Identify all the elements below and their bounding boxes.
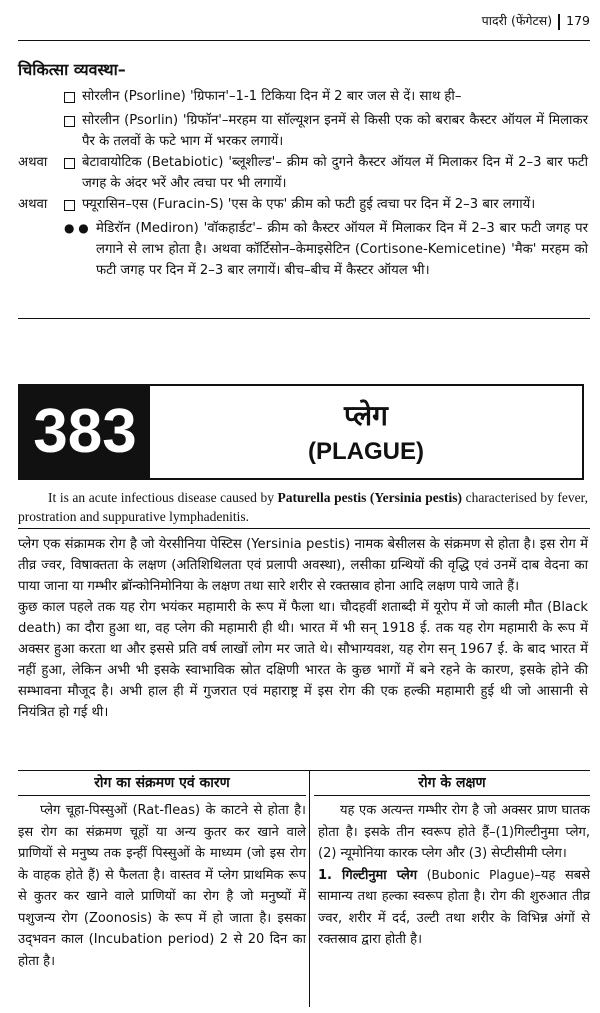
treatment-prefix bbox=[18, 218, 64, 281]
treatment-prefix: अथवा bbox=[18, 197, 48, 212]
treatment-text: सोरलीन (Psorline) 'ग्रिफान'–1-1 टिकिया दिन में 2 बार जल से दें। साथ ही– bbox=[82, 89, 462, 104]
column-causes bbox=[18, 771, 306, 1007]
symptoms-intro: यह एक अत्यन्त गम्भीर रोग है जो अक्सर प्राण घातक होता है। इसके तीन स्वरूप होते हैं–(1)गिल्टीनुमा प्लेग, (2) न्यूमोनिया कारक प्लेग और (3) सेप्टीसीमी प्लेग। bbox=[318, 803, 590, 861]
treatment-heading: चिकित्सा व्यवस्था– bbox=[18, 60, 126, 79]
checkbox-icon bbox=[64, 92, 75, 103]
running-title: पादरी (फेंगेटस) bbox=[481, 13, 553, 28]
column-divider bbox=[309, 771, 310, 1007]
treatment-item bbox=[18, 86, 588, 110]
chapter-title-english: (PLAGUE) bbox=[308, 438, 424, 465]
treatment-item bbox=[18, 194, 588, 218]
column-text bbox=[314, 796, 590, 951]
checkbox-icon bbox=[64, 158, 75, 169]
body-paragraph: प्लेग एक संक्रामक रोग है जो येरसीनिया पेस्टिस (Yersinia pestis) नामक बेसीलस के संक्रमण से होता है। इस रोग में तीव्र ज्वर, विषाक्तता के लक्षण (अतिशिथिलता एवं प्रलापी अवस्था), लसीका ग्रन्थियों की वृद्धि एवं उनमें दाब वेदना का पाया जाना या गम्भीर ब्रॉन्कोनिमोनिया के लक्षण तथा सारे शरीर से रक्तस्राव होना आदि लक्षण पाये जाते हैं। bbox=[18, 537, 588, 594]
column-text: प्लेग चूहा-पिस्सुओं (Rat-fleas) के काटने से होता है। इस रोग का संक्रमण चूहों या अन्य कुतर कर खाने वाले प्राणियों से मनुष्य तक इन्हीं पिस्सुओं के माध्यम (जो इस रोग के वाहक होते हैं) से फैलता है। वास्तव में प्लेग प्राथमिक रूप से कुतर कर खाने वाले प्राणियों का रोग है जो मनुष्यों में पशुजन्य रोग (Zoonosis) के रूप में हो जाता है। इसका उद्‌भवन काल (Incubation period) 2 से 20 दिन का होता है। bbox=[18, 803, 306, 969]
page-number: 179 bbox=[566, 13, 590, 28]
treatment-prefix: अथवा bbox=[18, 155, 48, 170]
body-paragraph: कुछ काल पहले तक यह रोग भयंकर महामारी के रूप में फैला था। चौदहवीं शताब्दी में यूरोप में जो काली मौत (Black death) का दौरा हुआ था, वह प्लेग की महामारी ही थी। भारत में भी सन् 1918 ई. तक यह रोग महामारी के रूप में अक्सर हुआ करता था और इससे प्रति वर्ष लाखों लोग मर जाते थे। सौभाग्यवश, यह रोग सन् 1967 ई. के बाद भारत में नहीं हुआ, लेकिन अभी भी इसके स्वाभाविक स्रोत दक्षिणी भारत के कुछ भागों में बने रहने के कारण, इसके होने की सम्भावना मौजूद है। अभी हाल ही में गुजरात एवं महाराष्ट्र में इस रोग की एक हल्की महामारी हुई थी जो आसानी से नियंत्रित हो गई थी। bbox=[18, 600, 588, 720]
sub-text: –यह सबसे सामान्य तथा हल्का स्वरूप होता है। रोग की शुरुआत तीव्र ज्वर, शरीर में दर्द, उल्टी तथा शरीर के विभिन्न अंगों से रक्तस्राव द्वारा होती है। bbox=[318, 867, 591, 947]
column-heading: रोग का संक्रमण एवं कारण bbox=[18, 771, 306, 796]
chapter-banner bbox=[18, 384, 584, 480]
body-text bbox=[18, 534, 588, 723]
bullet-dots-icon: ● ● bbox=[64, 221, 89, 235]
section-rule bbox=[18, 318, 590, 319]
treatment-text: बेटावायोटिक (Betabiotic) 'ब्लूशील्ड'– क्रीम को दुगने कैस्टर ऑयल में मिलाकर दिन में 2–3 बार फटी जगह के अंदर भरें और त्वचा पर भी लगायें। bbox=[82, 155, 588, 191]
sub-heading: 1. गिल्टीनुमा प्लेग bbox=[318, 867, 418, 883]
treatment-item bbox=[18, 110, 588, 152]
intro-paragraph bbox=[18, 488, 588, 526]
column-symptoms bbox=[314, 771, 590, 1007]
header-rule bbox=[18, 40, 590, 41]
treatment-item bbox=[18, 152, 588, 194]
treatment-text: सोरलीन (Psorlin) 'ग्रिफॉन'–मरहम या सॉल्यूशन इनमें से किसी एक को बराबर कैस्टर ऑयल में मिलाकर पैर के तलवों के फटे भाग में भरकर लगायें। bbox=[82, 113, 588, 149]
sub-heading-english: (Bubonic Plague) bbox=[426, 867, 535, 882]
chapter-number: 383 bbox=[20, 386, 150, 478]
treatment-prefix bbox=[18, 110, 64, 152]
treatment-text: मेडिरॉन (Mediron) 'वॉकहार्डट'– क्रीम को कैस्टर ऑयल में मिलाकर दिन में 2–3 बार फटी जगह पर लगाने से लाभ होता है। अथवा कॉर्टिसोन–केमाइसेटिन (Cortisone-Kemicetine) 'मैक' मरहम को फटी जगह पर दिन में 2–3 बार लगायें। बीच–बीच में कैस्टर ऑयल भी। bbox=[96, 221, 588, 278]
checkbox-icon bbox=[64, 116, 75, 127]
treatment-text: फ्यूरासिन–एस (Furacin-S) 'एस के एफ' क्रीम को फटी हुई त्वचा पर दिन में 2–3 बार लगायें। bbox=[82, 197, 536, 212]
intro-rule bbox=[18, 528, 590, 529]
intro-text: It is an acute infectious disease caused by bbox=[48, 490, 278, 505]
intro-text-end: characterised by fever, prostration and suppurative lymphadenitis. bbox=[18, 490, 588, 524]
chapter-title-hindi: प्लेग bbox=[344, 399, 388, 432]
treatment-prefix bbox=[18, 86, 64, 110]
two-column-table bbox=[18, 770, 590, 1007]
checkbox-icon bbox=[64, 200, 75, 211]
running-head bbox=[18, 12, 590, 34]
intro-organism: Paturella pestis (Yersinia pestis) bbox=[277, 490, 462, 505]
treatment-item bbox=[18, 218, 588, 281]
header-separator bbox=[558, 14, 560, 30]
treatment-list bbox=[18, 86, 588, 281]
column-heading: रोग के लक्षण bbox=[314, 771, 590, 796]
